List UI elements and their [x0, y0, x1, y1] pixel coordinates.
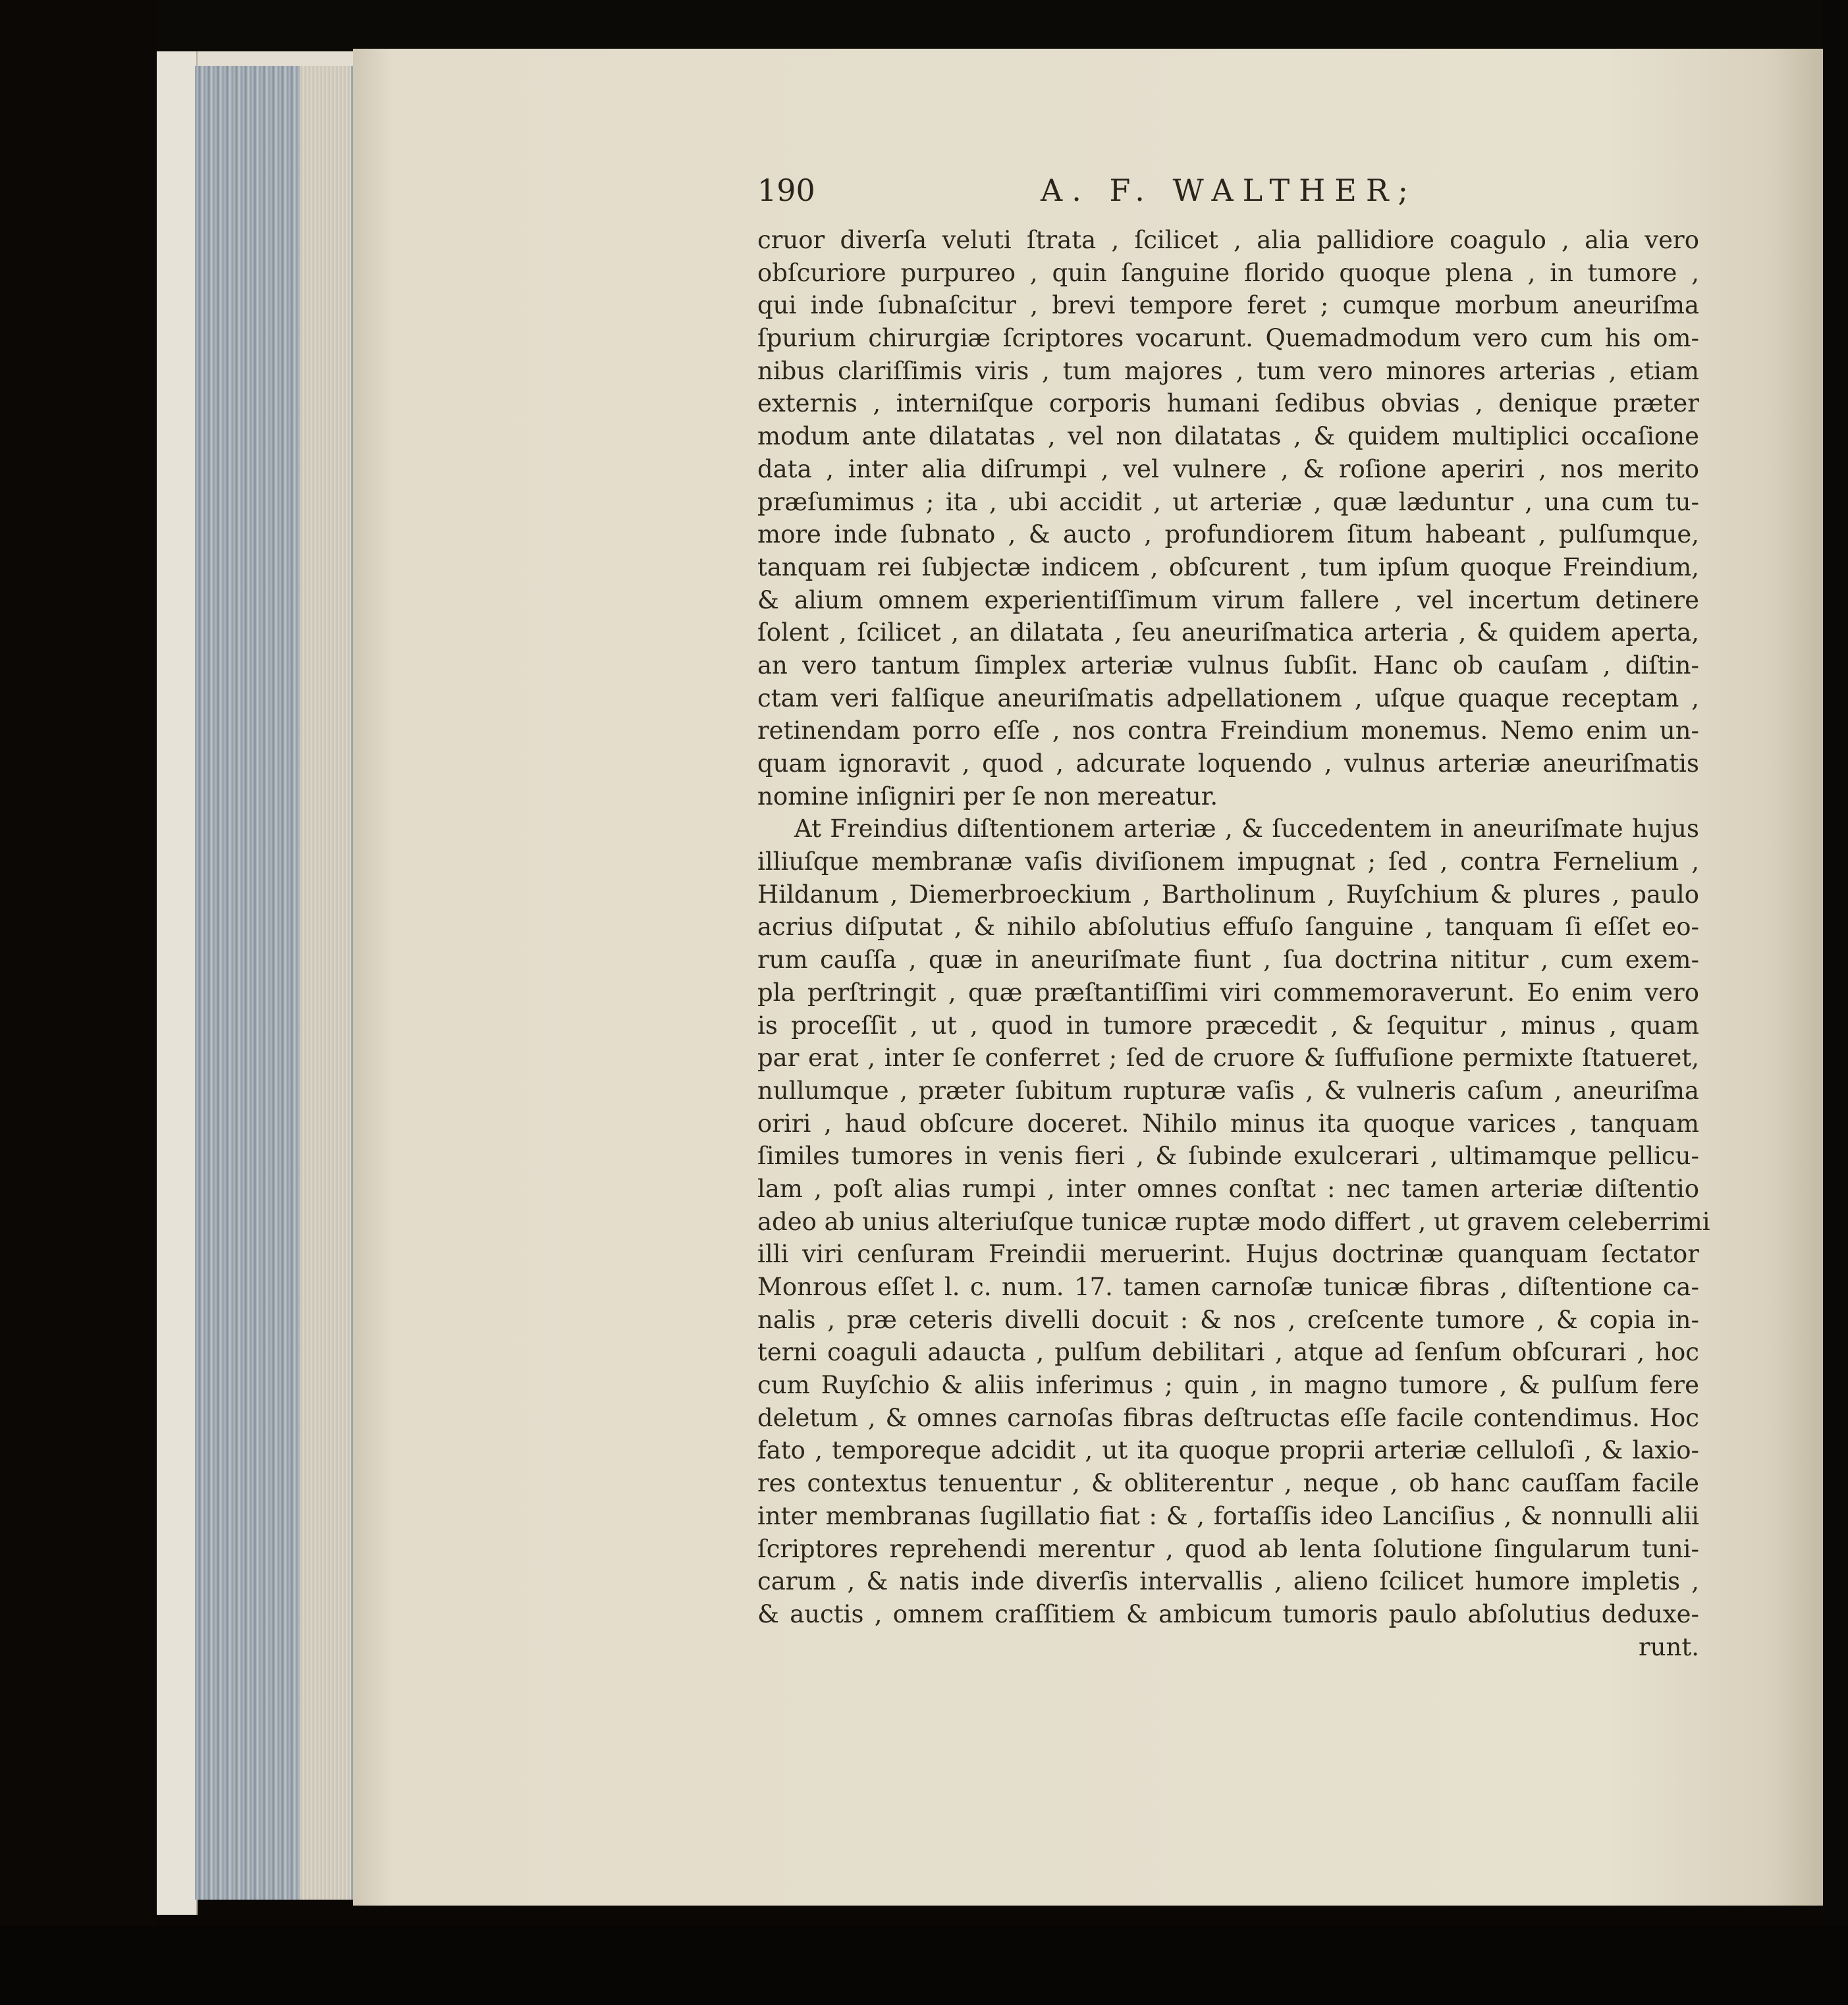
text-line: nomine inſigniri per ſe non mereatur. [757, 782, 1218, 811]
text-line: modum ante dilatatas , vel non dilatatas , & quidem multiplici occaſione [757, 422, 1699, 451]
text-line: quam ignoravit , quod , adcurate loquendo , vulnus arteriæ aneuriſmatis [757, 749, 1699, 778]
text-line: præſumimus ; ita , ubi accidit , ut arteriæ , quæ læduntur , una cum tu- [757, 487, 1699, 516]
text-line: Monrous eſſet l. c. num. 17. tamen carnoſæ tunicæ fibras , diſtentione ca- [757, 1273, 1699, 1301]
text-line: pla perſtringit , quæ præſtantiſſimi viri commemoraverunt. Eo enim vero [757, 978, 1699, 1007]
text-line: illi viri cenſuram Freindii meruerint. Hujus doctrinæ quanquam ſectator [757, 1240, 1699, 1269]
scan-background-top [0, 0, 1848, 51]
text-line: nullumque , præter ſubitum rupturæ vaſis , & vulneris caſum , aneuriſma [757, 1076, 1699, 1105]
text-line: Hildanum , Diemerbroeckium , Bartholinum , Ruyſchium & plures , paulo [757, 880, 1699, 909]
text-line: illiuſque membranæ vaſis diviſionem impugnat ; ſed , contra Fernelium , [757, 847, 1699, 876]
text-line: externis , interniſque corporis humani ſedibus obvias , denique præter [757, 389, 1699, 418]
text-line: more inde ſubnato , & aucto , profundiorem ſitum habeant , pulſumque, [757, 520, 1699, 549]
text-line: oriri , haud obſcure doceret. Nihilo minus ita quoque varices , tanquam [757, 1109, 1699, 1138]
text-line: is proceſſit , ut , quod in tumore præcedit , & ſequitur , minus , quam [757, 1011, 1699, 1040]
text-line: lam , poſt alias rumpi , inter omnes conſtat : nec tamen arteriæ diſtentio [757, 1174, 1699, 1203]
text-line: qui inde ſubnaſcitur , brevi tempore feret ; cumque morbum aneuriſma [757, 291, 1699, 320]
catchword: runt. [1639, 1632, 1699, 1661]
text-line: deletum , & omnes carnoſas fibras deſtructas eſſe facile contendimus. Hoc [757, 1403, 1699, 1432]
text-line: ſpurium chirurgiæ ſcriptores vocarunt. Quemadmodum vero cum his om- [757, 324, 1699, 353]
text-line: rum cauſſa , quæ in aneuriſmate fiunt , ſua doctrina nititur , cum exem- [757, 946, 1699, 975]
text-line: ſolent , ſcilicet , an dilatata , ſeu aneuriſmatica arteria , & quidem aperta, [757, 618, 1699, 647]
text-line: tanquam rei ſubjectæ indicem , obſcurent , tum ipſum quoque Freindium, [757, 552, 1699, 581]
text-line: cruor diverſa veluti ſtrata , ſcilicet , alia pallidiore coagulo , alia vero [757, 226, 1699, 254]
text-line: ſcriptores reprehendi merentur , quod ab lenta ſolutione ſingularum tuni- [757, 1534, 1699, 1563]
text-line: adeo ab unius alteriuſque tunicæ ruptæ modo differt , ut gravem celeberrimi [757, 1207, 1710, 1236]
text-line: & alium omnem experientiſſimum virum fallere , vel incertum detinere [757, 585, 1699, 614]
text-line: ſimiles tumores in venis fieri , & ſubinde exulcerari , ultimamque pellicu- [757, 1142, 1699, 1171]
text-line: carum , & natis inde diverſis intervallis , alieno ſcilicet humore impletis , [757, 1567, 1699, 1596]
text-line: ctam veri falſique aneuriſmatis adpellationem , uſque quaque receptam , [757, 683, 1699, 712]
text-line: nalis , præ ceteris divelli docuit : & nos , creſcente tumore , & copia in- [757, 1305, 1699, 1334]
text-line: obſcuriore purpureo , quin ſanguine florido quoque plena , in tumore , [757, 258, 1699, 287]
scan-background-left [0, 0, 157, 2005]
text-line: res contextus tenuentur , & obliterentur , neque , ob hanc cauſſam facile [757, 1469, 1699, 1498]
text-line: & auctis , omnem craſſitiem & ambicum tumoris paulo abſolutius deduxe- [757, 1599, 1699, 1628]
text-line: At Freindius diſtentionem arteriæ , & ſuccedentem in aneuriſmate hujus [794, 815, 1699, 843]
page-stack-inner-edge [300, 66, 351, 1900]
running-head: A. F. WALTHER; [1041, 173, 1417, 208]
text-line: terni coaguli adaucta , pulſum debilitari , atque ad ſenſum obſcurari , hoc [757, 1338, 1699, 1367]
text-line: retinendam porro eſſe , nos contra Freindium monemus. Nemo enim un- [757, 716, 1699, 745]
text-line: fato , temporeque adcidit , ut ita quoque proprii arteriæ celluloſi , & laxio- [757, 1436, 1699, 1465]
text-line: cum Ruyſchio & aliis inferimus ; quin , in magno tumore , & pulſum fere [757, 1371, 1699, 1400]
text-line: inter membranas ſugillatio fiat : & , fortaſſis ideo Lanciſius , & nonnulli alii [757, 1501, 1699, 1530]
body-text [757, 224, 1710, 1663]
text-line: nibus clariſſimis viris , tum majores , tum vero minores arterias , etiam [757, 356, 1699, 385]
text-line: acrius diſputat , & nihilo abſolutius effuſo ſanguine , tanquam ſi eſſet eo- [757, 913, 1699, 942]
text-line: data , inter alia diſrumpi , vel vulnere , & roſione aperiri , nos merito [757, 454, 1699, 483]
scan-background-right [1823, 0, 1848, 2005]
text-line: par erat , inter ſe conferret ; ſed de cruore & ſuffuſione permixte ſtatueret, [757, 1044, 1699, 1073]
scan-background-bottom [0, 1926, 1848, 2005]
book-cover-left [157, 51, 198, 1915]
page-header [757, 173, 1495, 219]
page-number: 190 [757, 173, 815, 208]
text-line: an vero tantum ſimplex arteriæ vulnus ſubſit. Hanc ob cauſam , diſtin- [757, 651, 1699, 680]
